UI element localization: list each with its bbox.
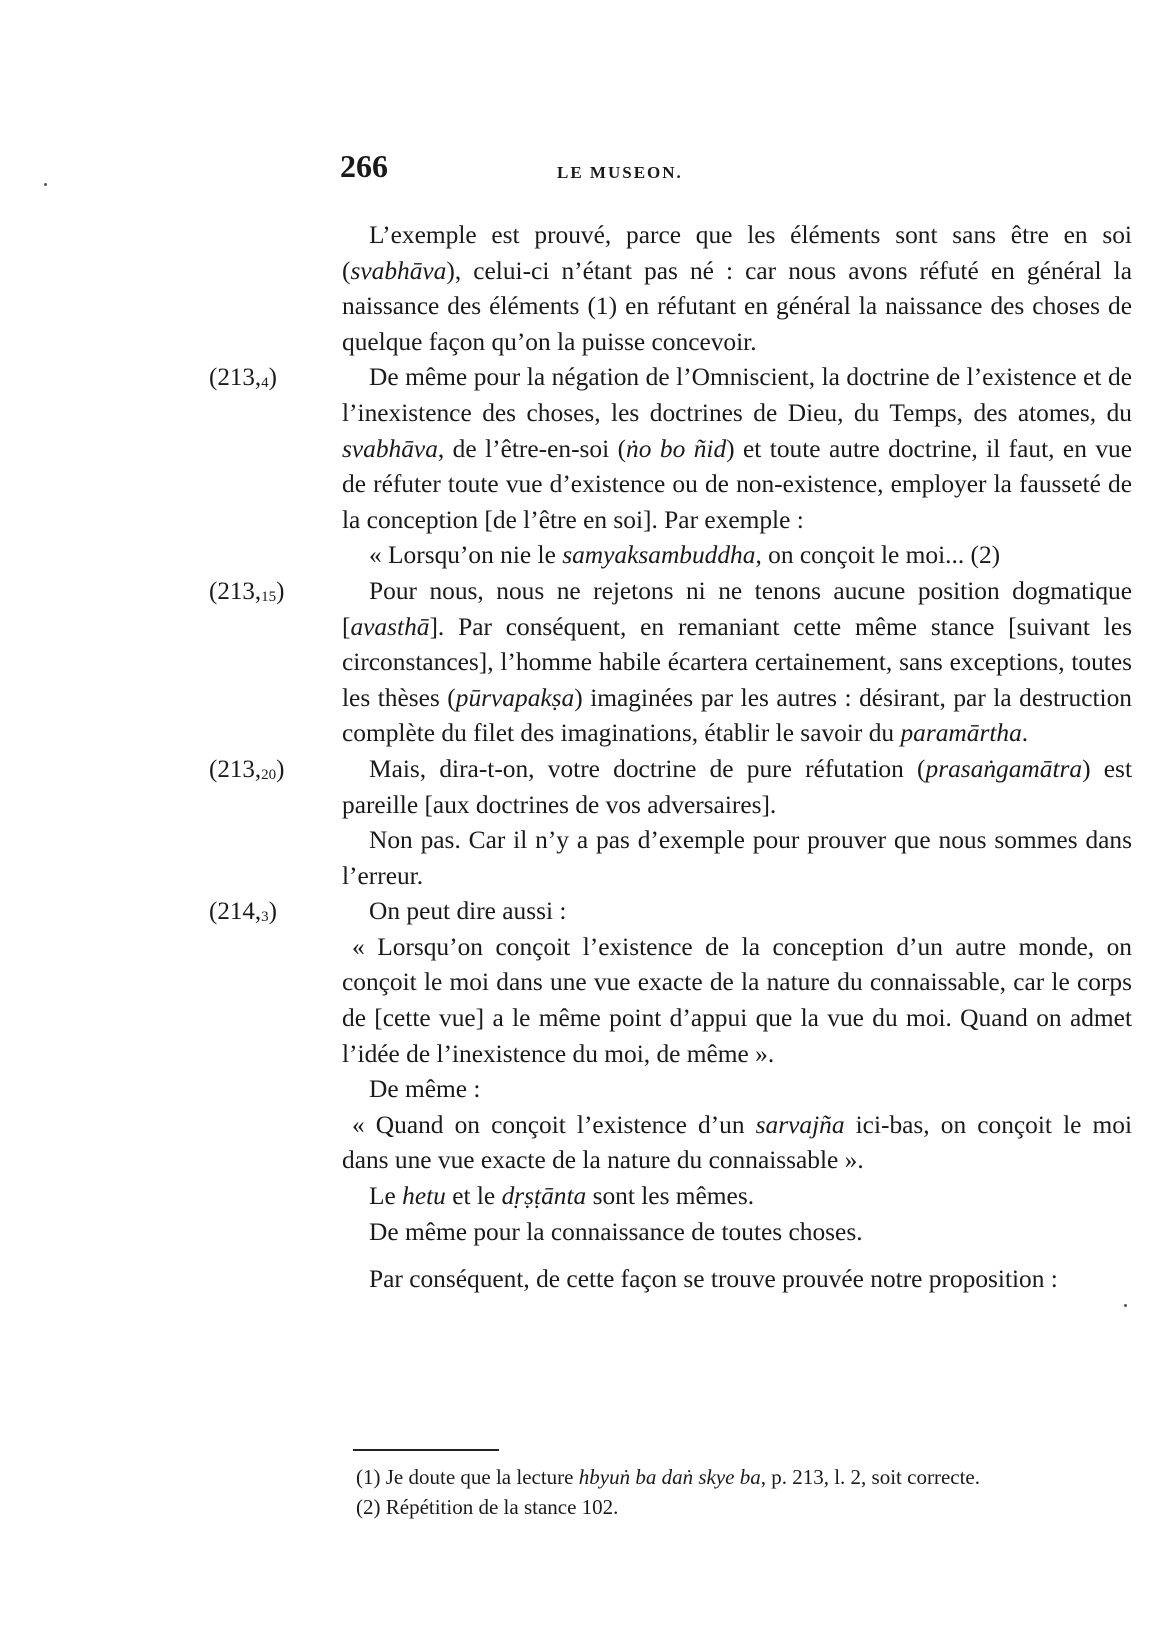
paragraph: [342, 1072, 1132, 1108]
text-run: ), celui-ci n’étant pas né : car nous avons réfuté en général la naissance des éléments (1) en réfutant en général la naissance des choses de quelque façon qu’on la puisse concevoir.: [342, 256, 1132, 356]
text-run: Le: [369, 1182, 403, 1211]
text-run: « Lorsqu’on conçoit l’existence de la conception d’un autre monde, on conçoit le moi dans une vue exacte de la nature du connaissable, car le corps de [cette vue] a le même point d’appui que la vue du moi. Quand on admet l’idée de l’inexistence du moi, de même ».: [342, 932, 1132, 1068]
text-run: .: [1021, 719, 1029, 748]
text-run: « Lorsqu’on nie le: [369, 541, 563, 570]
italic-term: hetu: [402, 1182, 446, 1211]
text-run: De même pour la connaissance de toutes choses.: [369, 1217, 863, 1246]
text-run: Par conséquent, de cette façon se trouve prouvée notre proposition :: [369, 1265, 1058, 1294]
text-run: ) imaginées par les autres : désirant, par la destruction complète du filet des imaginations, établir le savoir du: [342, 683, 1132, 748]
text-run: Pour nous, nous ne rejetons ni ne tenons aucune position dogmatique [: [342, 576, 1132, 641]
text-run: , p. 213, l. 2, soit correcte.: [760, 1465, 980, 1489]
paragraph: [209, 574, 1132, 752]
text-run: Mais, dira-t-on, votre doctrine de pure réfutation (: [369, 754, 926, 783]
text-run: ]. Par conséquent, en remaniant cette même stance [suivant les circonstances], l’homme habile écartera certainement, sans exceptions, toutes les thèses (: [342, 612, 1132, 712]
italic-term: sarvajña: [755, 1110, 845, 1139]
footnotes: [356, 1463, 1132, 1521]
text-run: (2) Répétition de la stance 102.: [356, 1495, 619, 1519]
text-run: ) est pareille [aux doctrines de vos adversaires].: [342, 754, 1132, 819]
paragraph: [342, 1215, 1132, 1251]
italic-term: samyaksambuddha: [562, 541, 756, 570]
text-run: et le: [445, 1182, 502, 1211]
italic-term: pūrvapakṣa: [455, 683, 575, 712]
paragraph: [209, 894, 1132, 930]
text-run: sont les mêmes.: [586, 1182, 755, 1211]
margin-reference: $(213,_4)$: [209, 364, 277, 392]
paragraph: [342, 1262, 1132, 1298]
print-speck: [1124, 1304, 1127, 1307]
text-run: Non pas. Car il n’y a pas d’exemple pour prouver que nous sommes dans l’erreur.: [342, 826, 1132, 890]
footnote: [356, 1463, 1132, 1491]
paragraph: [342, 1179, 1132, 1215]
print-speck: [44, 183, 47, 186]
text-run: ) et toute autre doctrine, il faut, en vue de réfuter toute vue d’existence ou de non-existence, employer la fausseté de la conception [de l’être en soi]. Par exemple :: [342, 434, 1132, 534]
text-run: On peut dire aussi :: [369, 897, 567, 926]
paragraph: [209, 360, 1132, 538]
margin-reference: $(214,_3)$: [209, 898, 277, 926]
italic-term: hbyuṅ ba daṅ skye ba: [578, 1465, 761, 1489]
paragraph: [342, 930, 1132, 1072]
paragraph: [342, 218, 1132, 360]
paragraph: [342, 538, 1132, 574]
body-text: [209, 218, 1132, 1298]
footnote: [356, 1493, 1132, 1521]
text-run: De même pour la négation de l’Omniscient, la doctrine de l’existence et de l’inexistence des choses, les doctrines de Dieu, du Temps, des atomes, du: [342, 363, 1132, 427]
text-run: ici-bas, on conçoit le moi dans une vue exacte de la nature du connaissable ».: [342, 1110, 1132, 1175]
text-run: , on conçoit le moi... (2): [755, 541, 1001, 570]
italic-term: svabhāva: [342, 434, 438, 463]
italic-term: ṅo bo ñid: [626, 434, 727, 463]
footnote-rule: [353, 1449, 499, 1451]
text-run: (1) Je doute que la lecture: [356, 1465, 579, 1489]
text-run: L’exemple est prouvé, parce que les éléments sont sans être en soi (: [342, 221, 1132, 285]
text-run: De même :: [369, 1075, 481, 1104]
paragraph: [209, 752, 1132, 823]
italic-term: paramārtha: [900, 719, 1022, 748]
page-number: 266: [340, 148, 388, 184]
text-run: , de l’être-en-soi (: [437, 434, 627, 463]
running-title: LE MUSEON.: [557, 163, 683, 182]
margin-reference: $(213,_{15})$: [209, 577, 285, 605]
italic-term: dṛṣṭānta: [501, 1182, 587, 1211]
text-run: « Quand on conçoit l’existence d’un: [352, 1110, 756, 1139]
italic-term: avasthā: [350, 612, 430, 641]
paragraph: [342, 823, 1132, 894]
italic-term: prasaṅgamātra: [925, 754, 1083, 783]
paragraph: [342, 1108, 1132, 1179]
margin-reference: $(213,_{20})$: [209, 755, 285, 783]
italic-term: svabhāva: [350, 256, 447, 285]
